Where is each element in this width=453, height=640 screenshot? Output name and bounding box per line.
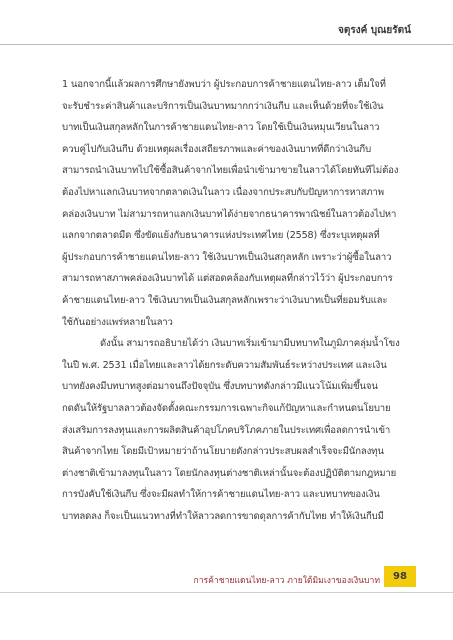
body-text — [62, 74, 408, 527]
paragraph-line: สินค้าจากไทย โดยมีเป้าหมายว่าถ้านโยบายดังกล่าวประสบผลสำเร็จจะมีนักลงทุน — [62, 446, 384, 458]
paragraph-line: ดังนั้น สามารถอธิบายได้ว่า เงินบาทเริ่มเข้ามามีบทบาทในภูมิภาคลุ่มน้ำโขง — [100, 338, 400, 350]
paragraph-line: บาทเป็นเงินสกุลหลักในการค้าชายแดนไทย-ลาว โดยใช้เป็นเงินหมุนเวียนในลาว — [62, 122, 380, 134]
page-number: 98 — [384, 566, 416, 587]
paragraph-line: ใช้กันอย่างแพร่หลายในลาว — [62, 316, 173, 328]
paragraph-line: 1 นอกจากนี้แล้วผลการศึกษายังพบว่า ผู้ประกอบการค้าชายแดนไทย-ลาว เต็มใจที่ — [62, 79, 386, 90]
paragraph-line: บาทยังคงมีบทบาทสูงต่อมาจนถึงปัจจุบัน ซึ่งบทบาทดังกล่าวมีแนวโน้มเพิ่มขึ้นจน — [62, 381, 378, 393]
paragraph-line: สามารถนำเงินบาทไปใช้ซื้อสินค้าจากไทยเพื่อนำเข้ามาขายในลาวได้โดยทันทีไม่ต้อง — [62, 165, 399, 177]
header-divider — [0, 44, 453, 45]
paragraph-line: ต้องไปหาแลกเงินบาทจากตลาดเงินในลาว เนื่องจากประสบกับปัญหาการหาสภาพ — [62, 186, 384, 198]
paragraph-line: บาทลดลง ก็จะเป็นแนวทางที่ทำให้ลาวลดการขาดดุลการค้ากับไทย ทำให้เงินกีบมี — [62, 510, 384, 522]
paragraph-line: ต่างชาติเข้ามาลงทุนในลาว โดยนักลงทุนต่างชาติเหล่านั้นจะต้องปฏิบัติตามกฎหมาย — [62, 467, 397, 479]
running-footer-title: การค้าชายแดนไทย-ลาว ภายใต้มิมเงาของเงินบาท — [193, 576, 380, 586]
paragraph-line: การบังคับใช้เงินกีบ ซึ่งจะมีผลทำให้การค้าชายแดนไทย-ลาว และบทบาทของเงิน — [62, 489, 380, 501]
paragraph-line: ในปี พ.ศ. 2531 เมื่อไทยและลาวได้ยกระดับความสัมพันธ์ระหว่างประเทศ และเงิน — [62, 359, 387, 371]
paragraph-line: จะรับชำระค่าสินค้าและบริการเป็นเงินบาทมากกว่าเงินกีบ และเห็นด้วยที่จะใช้เงิน — [62, 100, 384, 112]
paragraph-line: แลกจากตลาดมืด ซึ่งขัดแย้งกับธนาคารแห่งประเทศไทย (2558) ซึ่งระบุเหตุผลที่ — [62, 230, 380, 242]
paragraph-line: สามารถหาสภาพคล่องเงินบาทได้ แต่สอดคล้องกับเหตุผลที่กล่าวไว้ว่า ผู้ประกอบการ — [62, 273, 393, 285]
paragraph-line: ควบคู่ไปกับเงินกีบ ด้วยเหตุผลเรื่องเสถียรภาพและค่าของเงินบาทที่ดีกว่าเงินกีบ — [62, 143, 372, 155]
paragraph-line: ส่งเสริมการลงทุนและการผลิตสินค้าอุปโภคบริโภคภายในประเทศเพื่อลดการนำเข้า — [62, 424, 391, 436]
footer-divider — [0, 592, 453, 593]
author-name: จตุรงค์ บุณยรัตน์ — [338, 25, 411, 36]
paragraph-line: กดดันให้รัฐบาลลาวต้องจัดตั้งคณะกรรมการเฉพาะกิจแก้ปัญหาและกำหนดนโยบาย — [62, 402, 391, 414]
paragraph-line: ผู้ประกอบการค้าชายแดนไทย-ลาว ใช้เงินบาทเป็นเงินสกุลหลัก เพราะว่าผู้ซื้อในลาว — [62, 251, 392, 263]
paragraph-line: คล่องเงินบาท ไม่สามารถหาแลกเงินบาทได้ง่ายจากธนาคารพาณิชย์ในลาวต้องไปหา — [62, 208, 397, 220]
paragraph-line: ค้าชายแดนไทย-ลาว ใช้เงินบาทเป็นเงินสกุลหลักเพราะว่าเงินบาทเป็นที่ยอมรับและ — [62, 294, 388, 306]
